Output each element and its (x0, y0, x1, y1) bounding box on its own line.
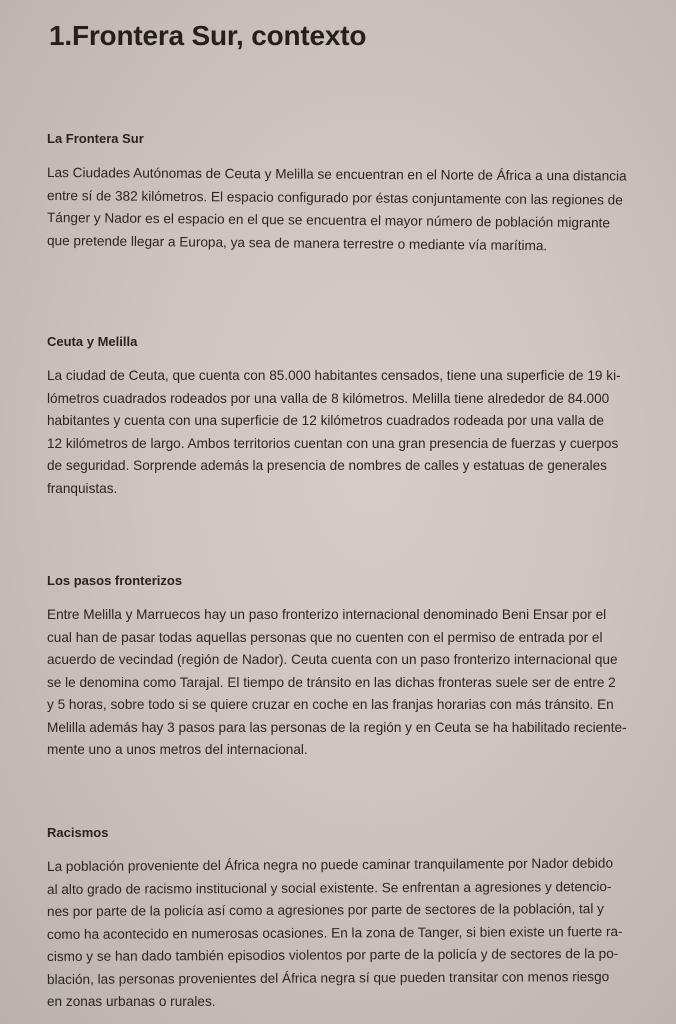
paragraph-line: Las Ciudades Autónomas de Ceuta y Melilla se encuentran en el Norte de África a una distancia (46, 165, 627, 184)
paragraph-line: La ciudad de Ceuta, que cuenta con 85.000 habitantes censados, tiene una superficie de 19 ki- (47, 368, 621, 383)
section-paragraph (47, 365, 659, 500)
paragraph-line: en zonas urbanas o rurales. (47, 994, 216, 1009)
paragraph-line: Melilla además hay 3 pasos para las personas de la región y en Ceuta se ha habilitado reciente- (47, 719, 627, 735)
section-heading: Racismos (47, 825, 109, 840)
document-title: 1.Frontera Sur, contexto (49, 20, 367, 51)
paragraph-line: y 5 horas, sobre todo si se quiere cruzar en coche en las franjas horarias con más tránsito. En (47, 697, 614, 712)
section-heading: Los pasos fronterizos (47, 573, 183, 588)
section-paragraph (47, 162, 659, 252)
paragraph-line: como ha acontecido en numerosas ocasiones. En la zona de Tanger, si bien existe un fuerte ra- (46, 923, 623, 942)
paragraph-line: entre sí de 382 kilómetros. El espacio configurado por éstas conjuntamente con las regiones de (46, 187, 623, 208)
paragraph-line: se le denomina como Tarajal. El tiempo de tránsito en las dichas fronteras suele ser de entre 2 (47, 674, 616, 690)
section-heading: Ceuta y Melilla (47, 334, 138, 349)
paragraph-line: Entre Melilla y Marruecos hay un paso fronterizo internacional denominado Beni Ensar por el (47, 607, 607, 622)
section-paragraph (47, 856, 659, 1014)
section-heading: La Frontera Sur (47, 131, 144, 146)
paragraph-line: de seguridad. Sorprende además la presencia de nombres de calles y estatuas de generales (47, 458, 607, 473)
paragraph-line: nes por parte de la policía así como a agresiones por parte de sectores de la población, tal y (46, 901, 604, 919)
section-los-pasos-fronterizos (47, 573, 659, 762)
section-paragraph (47, 604, 659, 762)
paragraph-line: que pretende llegar a Europa, ya sea de manera terrestre o mediante vía marítima. (46, 232, 548, 253)
paragraph-line: cismo y se han dado también episodios violentos por parte de la policía y de sectores de la po- (46, 946, 619, 964)
section-ceuta-y-melilla (47, 334, 659, 500)
paragraph-line: blación, las personas provenientes del África negra sí que pueden transitar con menos riesgo (46, 968, 610, 987)
paragraph-line: lómetros cuadrados rodeados por una valla de 8 kilómetros. Melilla tiene alrededor de 84.000 (47, 390, 610, 406)
paragraph-line: acuerdo de vecindad (región de Nador). Ceuta cuenta con un paso fronterizo internacional que (47, 652, 618, 667)
paragraph-line: cual han de pasar todas aquellas personas que no cuenten con el permiso de entrada por el (47, 629, 603, 645)
paragraph-line: La población proveniente del África negra no puede caminar tranquilamente por Nador debido (46, 855, 614, 874)
section-racismos (47, 825, 659, 1014)
section-la-frontera-sur (47, 131, 659, 252)
paragraph-line: al alto grado de racismo institucional y social existente. Se enfrentan a agresiones y detencio- (46, 878, 612, 897)
paragraph-line: Tánger y Nador es el espacio en el que se encuentra el mayor número de población migrante (46, 210, 611, 231)
paragraph-line: habitantes y cuenta con una superficie de 12 kilómetros cuadrados rodeada por una valla de (47, 413, 604, 428)
paragraph-line: 12 kilómetros de largo. Ambos territorios cuentan con una gran presencia de fuerzas y cuerpos (47, 435, 619, 451)
paragraph-line: franquistas. (47, 480, 118, 496)
paragraph-line: mente uno a unos metros del internacional. (47, 742, 308, 757)
